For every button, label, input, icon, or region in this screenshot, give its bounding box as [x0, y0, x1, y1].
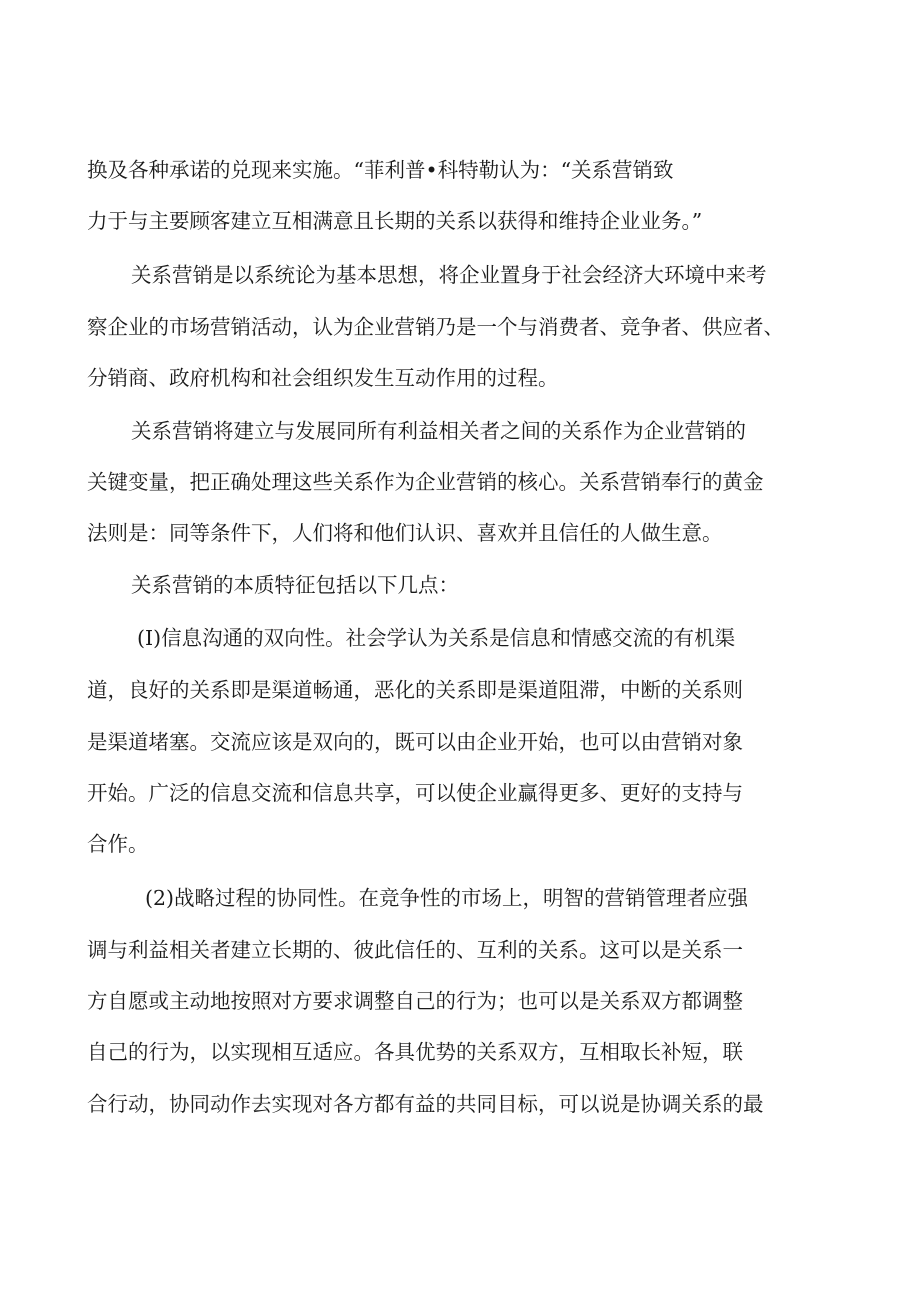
- text-line: 自己的行为，以实现相互适应。各具优势的关系双方，互相取长补短，联: [87, 1040, 743, 1064]
- text-line: 合行动，协同动作去实现对各方都有益的共同目标，可以说是协调关系的最: [87, 1092, 764, 1116]
- text-line: 换及各种承诺的兑现来实施。“菲利普•科特勒认为：“关系营销致: [87, 158, 674, 182]
- text-line: 法则是：同等条件下，人们将和他们认识、喜欢并且信任的人做生意。: [87, 521, 723, 545]
- text-line: 察企业的市场营销活动，认为企业营销乃是一个与消费者、竞争者、供应者、: [87, 315, 784, 339]
- text-line: 关系营销是以系统论为基本思想，将企业置身于社会经济大环境中来考: [131, 263, 767, 287]
- text-line: (I)信息沟通的双向性。社会学认为关系是信息和情感交流的有机渠: [137, 626, 736, 650]
- text-line: 道，良好的关系即是渠道畅通，恶化的关系即是渠道阻滞，中断的关系则: [87, 678, 743, 702]
- text-line: 合作。: [87, 832, 149, 856]
- text-line: 关系营销将建立与发展同所有利益相关者之间的关系作为企业营销的: [131, 419, 746, 443]
- text-line: 分销商、政府机构和社会组织发生互动作用的过程。: [87, 366, 559, 390]
- text-line: 开始。广泛的信息交流和信息共享，可以使企业赢得更多、更好的支持与: [87, 781, 743, 805]
- text-line: 关键变量，把正确处理这些关系作为企业营销的核心。关系营销奉行的黄金: [87, 470, 764, 494]
- text-line: 调与利益相关者建立长期的、彼此信任的、互利的关系。这可以是关系一: [87, 938, 743, 962]
- text-line: 关系营销的本质特征包括以下几点：: [131, 573, 459, 597]
- text-line: 方自愿或主动地按照对方要求调整自己的行为；也可以是关系双方都调整: [87, 989, 743, 1013]
- text-line: (2)战略过程的协同性。在竞争性的市场上，明智的营销管理者应强: [145, 886, 749, 910]
- text-line: 是渠道堵塞。交流应该是双向的，既可以由企业开始，也可以由营销对象: [87, 730, 743, 754]
- text-line: 力于与主要顾客建立互相满意且长期的关系以获得和维持企业业务。”: [87, 209, 703, 233]
